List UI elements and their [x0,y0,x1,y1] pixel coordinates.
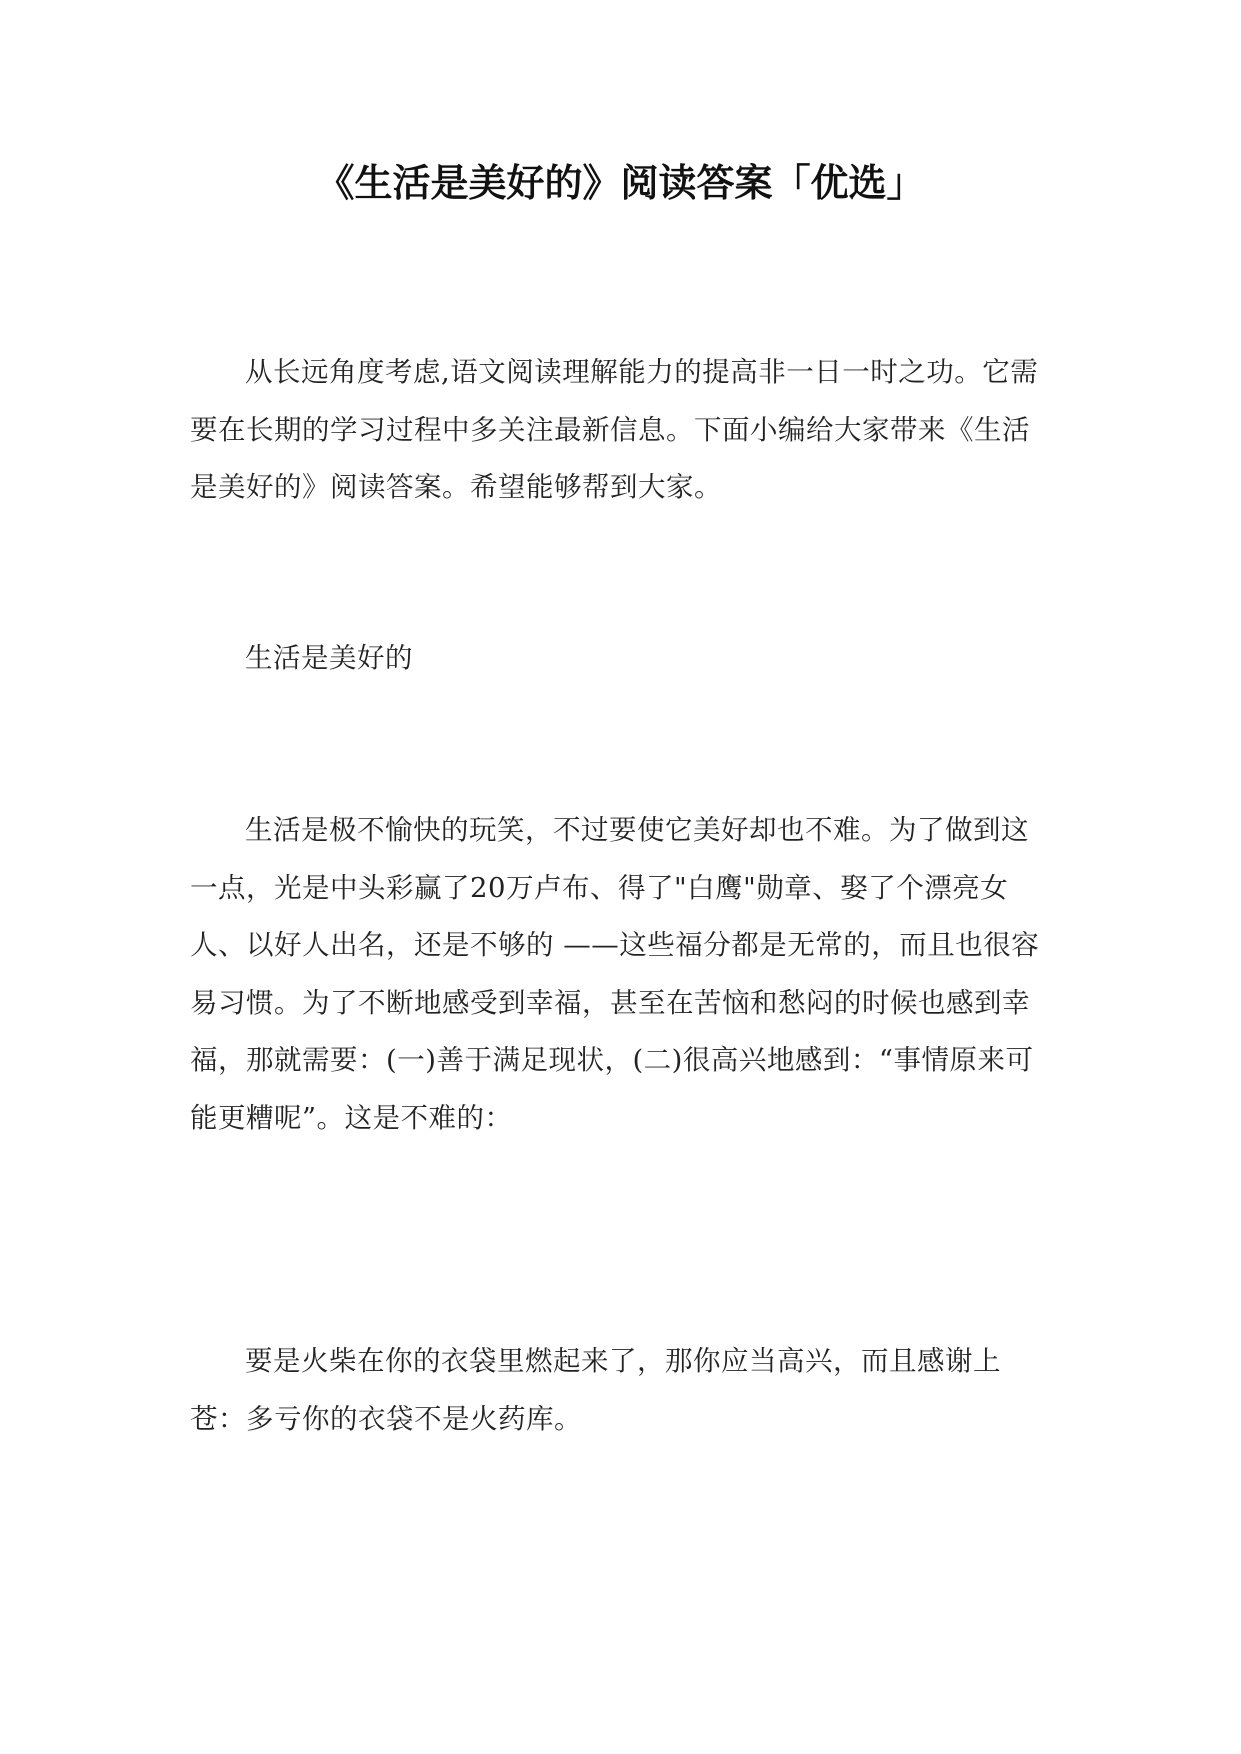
document-title: 《生活是美好的》阅读答案「优选」 [316,161,925,205]
intro-paragraph: 从长远角度考虑,语文阅读理解能力的提高非一日一时之功。它需要在长期的学习过程中多关注最新信息。下面小编给大家带来《生活是美好的》阅读答案。希望能够帮到大家。 [190,356,1039,503]
body-paragraph: 生活是极不愉快的玩笑，不过要使它美好却也不难。为了做到这一点，光是中头彩赢了20万卢布、得了"白鹰"勋章、娶了个漂亮女人、以好人出名，还是不够的 ——这些福分都是无常的，而且也很容易习惯。为了不断地感受到幸福，甚至在苦恼和愁闷的时候也感到幸福，那就需要：(一)善于满足现状，(二)很高兴地感到：“事情原来可能更糟呢”。这是不难的： [190,814,1040,1134]
body-paragraph: 要是火柴在你的衣袋里燃起来了，那你应当高兴，而且感谢上苍：多亏你的衣袋不是火药库。 [190,1345,1001,1435]
section-heading-paragraph: 生活是美好的 [245,642,413,674]
